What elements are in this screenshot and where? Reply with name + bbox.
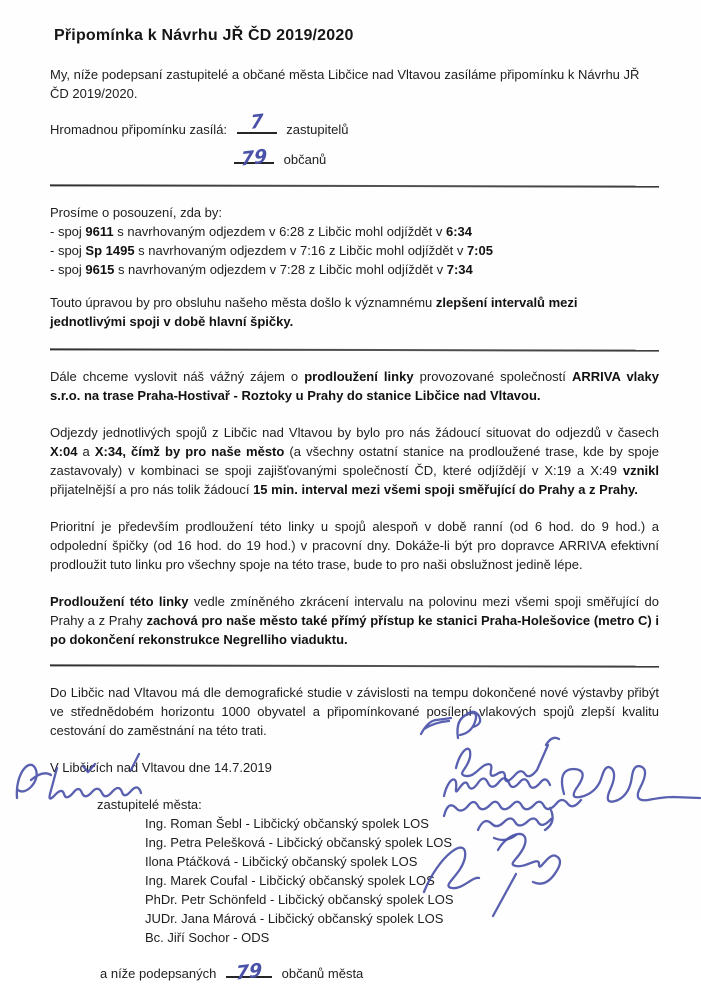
signatory-item: PhDr. Petr Schönfeld - Libčický občanský spolek LOS — [145, 892, 454, 907]
signatory-item: Ilona Ptáčková - Libčický občanský spolek LOS — [145, 854, 418, 869]
signatory-item: Ing. Petra Pelešková - Libčický občanský spolek LOS — [145, 835, 453, 850]
extension-paragraph-4: Prodloužení této linky vedle zmíněného zkrácení intervalu na polovinu mezi všemi spoji směřující do Prahy a z Prahy zachová pro naše město také přímý přístup ke stanici Praha-Holešovice (metro C) i po dokončení rekonstrukce Negrelliho viaduktu. — [50, 594, 659, 647]
review-bullets — [50, 222, 659, 279]
citizens-closing-row — [100, 959, 659, 985]
reps-count-line — [237, 110, 277, 134]
divider — [50, 664, 659, 667]
extension-paragraph-1: Dále chceme vyslovit náš vážný zájem o prodloužení linky provozované společností ARRIVA vlaky s.r.o. na trase Praha-Hostivař - Roztoky u Prahy do stanice Libčice nad Vltavou. — [50, 369, 659, 403]
review-intro: Prosíme o posouzení, zda by: — [50, 205, 222, 220]
divider — [50, 348, 659, 351]
outro-paragraph: Do Libčic nad Vltavou má dle demografické studie v závislosti na tempu dokončené nové výstavby přibýt ve střednědobém horizontu 1000 obyvatel a připomínkované posílení vlakových spojů zlepší kvalitu cestování do zaměstnání na této trati. — [50, 685, 659, 738]
extension-paragraph-3: Prioritní je především prodloužení této linky u spojů alespoň v době ranní (od 6 hod. do 9 hod.) a odpolední špičky (od 16 hod. do 19 hod.) v pracovní dny. Dokáže-li být pro dopravce ARRIVA efektivní prodloužit tuto linku pro všechny spoje na této trase, bude to pro naši obslužnost jedině lépe. — [50, 519, 659, 572]
dateline: V Libčicích nad Vltavou dne 14.7.2019 — [50, 760, 272, 775]
handwritten-reps-count: 7 — [250, 110, 264, 134]
signatory-item: Ing. Roman Šebl - Libčický občanský spolek LOS — [145, 816, 429, 831]
signatories-block — [50, 795, 659, 983]
handwritten-citizens-count: 79 — [240, 145, 268, 171]
citizens-count-line — [234, 145, 274, 171]
bullet-train-9611: - spoj 9611 s navrhovaným odjezdem v 6:28 z Libčic mohl odjíždět v 6:34 — [50, 224, 473, 239]
closing-suffix: občanů města — [281, 966, 364, 981]
reps-label: zastupitelů — [286, 122, 349, 137]
closing-count-line — [226, 959, 272, 985]
submit-label: Hromadnou připomínku zasílá: — [50, 122, 228, 137]
signatories-heading: zastupitelé města: — [97, 797, 202, 812]
intro-paragraph: My, níže podepsaní zastupitelé a občané města Libčice nad Vltavou zasíláme připomínku k Návrhu JŘ ČD 2019/2020. — [50, 67, 640, 101]
signatory-item: JUDr. Jana Márová - Libčický občanský spolek LOS — [145, 911, 444, 926]
citizens-count-row — [228, 145, 659, 171]
page-title: Připomínka k Návrhu JŘ ČD 2019/2020 — [54, 27, 354, 44]
handwritten-closing-count: 79 — [235, 959, 263, 985]
signatories-list — [145, 814, 659, 947]
closing-prefix: a níže podepsaných — [100, 966, 217, 981]
signature-coufal — [444, 778, 550, 796]
bullet-train-9615: - spoj 9615 s navrhovaným odjezdem v 7:28 z Libčic mohl odjíždět v 7:34 — [50, 262, 473, 277]
signatory-item: Bc. Jiří Sochor - ODS — [145, 930, 270, 945]
signatory-item: Ing. Marek Coufal - Libčický občanský spolek LOS — [145, 873, 435, 888]
divider — [50, 184, 659, 187]
citizens-label: občanů — [283, 152, 327, 167]
bullet-train-sp1495: - spoj Sp 1495 s navrhovaným odjezdem v 7:16 z Libčic mohl odjíždět v 7:05 — [50, 243, 493, 258]
extension-paragraph-2: Odjezdy jednotlivých spojů z Libčic nad Vltavou by bylo pro nás žádoucí situovat do odjezdů v časech X:04 a X:34, čímž by pro naše město (a všechny ostatní stanice na prodloužené trase, kde by spoje zastavovaly) v kombinaci se spoji zajišťovanými společností ČD, které odjíždějí v X:19 a X:49 vznikl přijatelnější a pro nás tolik žádoucí 15 min. interval mezi všemi spoji směřující do Prahy a z Prahy. — [50, 425, 659, 497]
reps-count-row — [50, 110, 659, 139]
submit-block — [50, 110, 659, 171]
review-conclusion: Touto úpravou by pro obsluhu našeho města došlo k významnému zlepšení intervalů mezi jednotlivými spoji v době hlavní špičky. — [50, 295, 578, 329]
